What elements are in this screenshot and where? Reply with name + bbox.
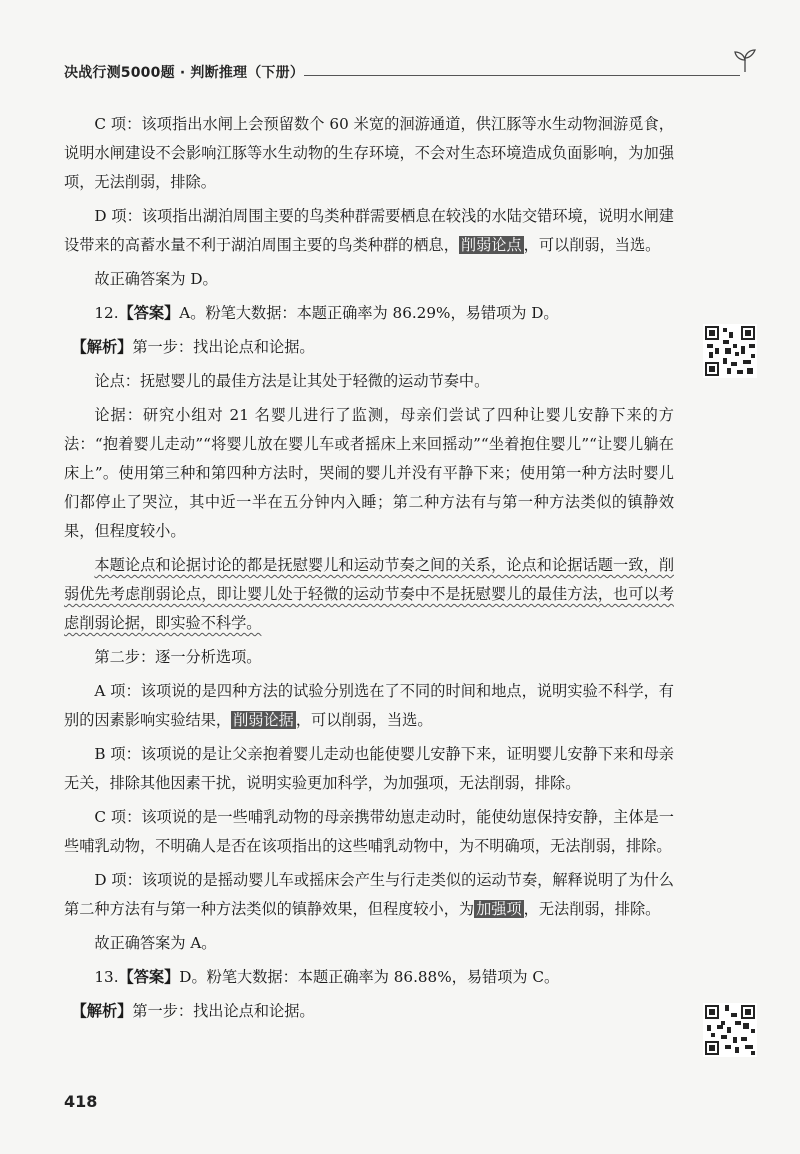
running-header: 决战行测5000题 · 判断推理（下册） bbox=[64, 65, 305, 81]
argument-claim: 论点：抚慰婴儿的最佳方法是让其处于轻微的运动节奏中。 bbox=[94, 372, 490, 390]
option-c-paragraph-2: C 项：该项说的是一些哺乳动物的母亲携带幼崽走动时，能使幼崽保持安静，主体是一些哺乳动物，不明确人是否在该项指出的这些哺乳动物中，为不明确项，无法削弱，排除。 bbox=[64, 808, 674, 855]
highlight-tag: 削弱论据 bbox=[233, 711, 294, 729]
step-two: 第二步：逐一分析选项。 bbox=[94, 648, 262, 666]
header-rule bbox=[304, 75, 740, 76]
qr-code-icon bbox=[703, 324, 757, 378]
page-body bbox=[64, 110, 674, 1026]
question-12-answer: 12.【答案】A。粉笔大数据：本题正确率为 86.29%，易错项为 D。 bbox=[94, 304, 559, 322]
argument-evidence: 论据：研究小组对 21 名婴儿进行了监测，母亲们尝试了四种让婴儿安静下来的方法：“抱着婴儿走动”“将婴儿放在婴儿车或者摇床上来回摇动”“坐着抱住婴儿”“让婴儿躺在床上”。使用第三种和第四种方法时，哭闹的婴儿并没有平静下来；使用第一种方法时婴儿们都停止了哭泣，其中近一半在五分钟内入睡；第二种方法有与第一种方法类似的镇静效果，但程度较小。 bbox=[64, 406, 674, 540]
option-c-paragraph: C 项：该项指出水闸上会预留数个 60 米宽的洄游通道，供江豚等水生动物洄游觅食，说明水闸建设不会影响江豚等水生动物的生存环境，不会对生态环境造成负面影响，为加强项，无法削弱，排除。 bbox=[64, 115, 674, 191]
answer-line: 故正确答案为 D。 bbox=[94, 270, 218, 288]
option-d-paragraph-2: D 项：该项说的是摇动婴儿车或摇床会产生与行走类似的运动节奏，解释说明了为什么第二种方法有与第一种方法类似的镇静效果，但程度较小，为 加强项 ，无法削弱，排除。 bbox=[64, 871, 674, 918]
answer-line-12: 故正确答案为 A。 bbox=[94, 934, 217, 952]
question-12-analysis: 【解析】第一步：找出论点和论据。 bbox=[71, 338, 315, 356]
page-number: 418 bbox=[64, 1092, 98, 1111]
question-13-answer: 13.【答案】D。粉笔大数据：本题正确率为 86.88%，易错项为 C。 bbox=[94, 968, 560, 986]
highlight-tag: 削弱论点 bbox=[460, 236, 522, 254]
qr-code-icon bbox=[703, 1003, 757, 1057]
analysis-note: 本题论点和论据讨论的都是抚慰婴儿和运动节奏之间的关系，论点和论据话题一致，削弱优先考虑削弱论点，即让婴儿处于轻微的运动节奏中不是抚慰婴儿的最佳方法，也可以考虑削弱论据，即实验不科学。 bbox=[64, 556, 674, 632]
option-b-paragraph: B 项：该项说的是让父亲抱着婴儿走动也能使婴儿安静下来，证明婴儿安静下来和母亲无关，排除其他因素干扰，说明实验更加科学，为加强项，无法削弱，排除。 bbox=[64, 745, 674, 792]
highlight-tag: 加强项 bbox=[476, 900, 522, 918]
option-d-paragraph: D 项：该项指出湖泊周围主要的鸟类种群需要栖息在较浅的水陆交错环境，说明水闸建设带来的高蓄水量不利于湖泊周围主要的鸟类种群的栖息， 削弱论点 ，可以削弱，当选。 bbox=[64, 207, 674, 254]
option-a-paragraph: A 项：该项说的是四种方法的试验分别选在了不同的时间和地点，说明实验不科学，有别的因素影响实验结果， 削弱论据 ，可以削弱，当选。 bbox=[64, 682, 674, 729]
sprout-leaf-icon bbox=[732, 48, 758, 74]
question-13-analysis: 【解析】第一步：找出论点和论据。 bbox=[71, 1002, 315, 1020]
